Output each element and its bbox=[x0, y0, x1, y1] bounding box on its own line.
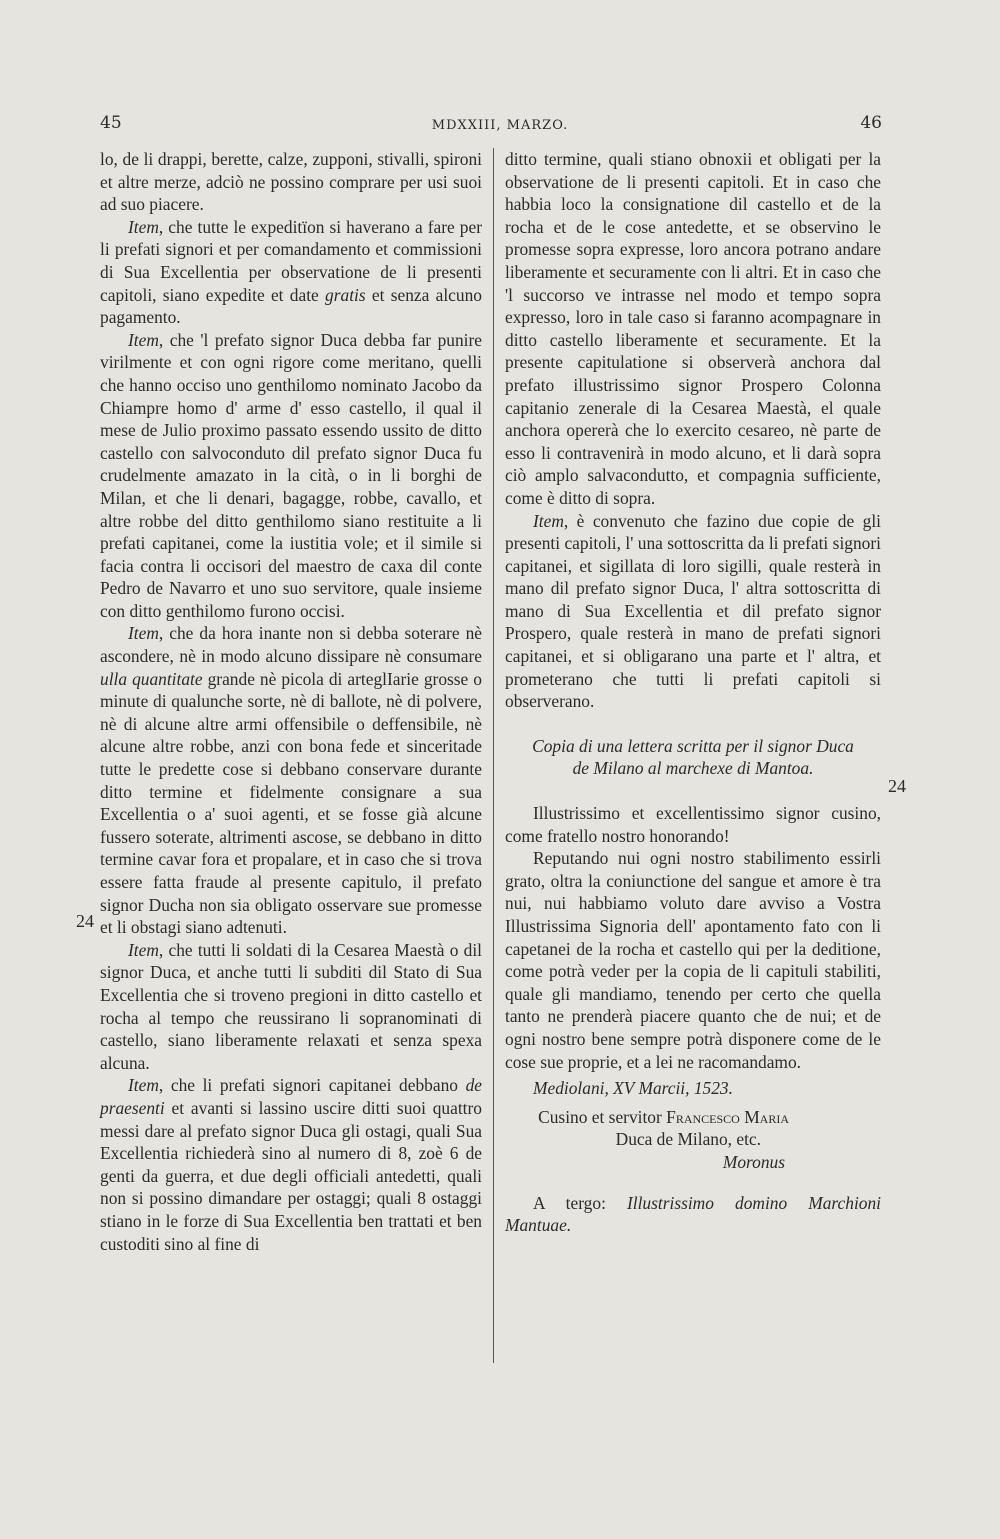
letter-body: Reputando nui ogni nostro stabilimento essirli grato, oltra la coniunctione del sangue et amore è tra nui, nui habbiamo voluto dare avviso a Vostra Illustrissima Signoria dell' apontamento fato con li capetanei de la rocha et castello qui per la deditione, come potrà veder per la copia de li capituli stabiliti, quale gli mandiamo, tenendo per certo che quella tanto ne prenderà piacere quanto che de nui; et de ogni nostro bene sempre potrà disponere come de le cose sue proprie, et a lei ne racomandamo. bbox=[505, 848, 881, 1072]
paragraph bbox=[505, 510, 881, 713]
paragraph bbox=[100, 329, 482, 623]
margin-number-right: 24 bbox=[888, 776, 906, 796]
item-word: Item bbox=[128, 329, 159, 350]
signature-text: Cusino et servitor bbox=[538, 1106, 667, 1127]
paragraph bbox=[100, 216, 482, 329]
dateline: Mediolani, XV Marcii, 1523. bbox=[533, 1078, 733, 1099]
paragraph bbox=[100, 622, 482, 938]
paragraph: lo, de li drappi, berette, calze, zupponi, stivalli, spironi et altre merze, adciò ne possino comprare per usi suoi ad suo piacere. bbox=[100, 149, 482, 215]
salutation: Illustrissimo et excellentissimo signor cusino, come fratello nostro honorando! bbox=[505, 803, 881, 846]
paragraph-text: , è convenuto che fazino due copie de gli presenti capitoli, l' una sottoscritta da li prefati signori capitanei, et sigillata di loro sigilli, quale resterà in mano dil prefato signor Duca, l' altra sottoscritta di mano di Sua Excellentia et dil prefato signor Prospero, quale resterà in mano de prefati signori capitanei, et si obligarano una parte et l' altra, et prometerano che tutti li prefati capitoli si observerano. bbox=[505, 510, 881, 712]
signature-title: Duca de Milano, etc. bbox=[615, 1129, 761, 1150]
paragraph-text: , che da hora inante non si debba soterare nè ascondere, nè in modo alcuno dissipare nè consumare bbox=[100, 623, 482, 667]
signature-secretary: Moronus bbox=[722, 1151, 785, 1172]
letter-heading bbox=[505, 735, 881, 780]
paragraph-text: et avanti si lassino uscire ditti suoi quattro messi dare al prefato signor Duca gli ostagi, quali Sua Excellentia richiederà sino al numero di 8, zoè 6 de genti da guerra, et due degli officiali antedetti, quali non si possino dimandare per ostaggi; quali 8 ostaggi stiano in le forze di Sua Excellentia ben trattati et ben custoditi sino al fine di bbox=[100, 1097, 482, 1254]
page-number-left: 45 bbox=[100, 113, 122, 133]
page-number-right: 46 bbox=[860, 113, 882, 133]
signature-line bbox=[505, 1106, 881, 1129]
italic-term: gratis bbox=[325, 284, 366, 305]
paragraph-text: , che tutti li soldati di la Cesarea Maestà o dil signor Duca, et anche tutti li subditi dil Stato di Sua Excellentia che si troveno pregioni in ditto castello et rocha al tempo che reussirano li sopranominati di castello, siano liberamente relaxati et senza spexa alcuna. bbox=[100, 939, 482, 1073]
item-word: Item bbox=[533, 510, 564, 531]
heading-line: de Milano al marchexe di Mantoa. bbox=[572, 758, 814, 779]
italic-term: ulla quantitate bbox=[100, 668, 203, 689]
left-column bbox=[100, 148, 482, 1255]
running-title: MDXXIII, MARZO. bbox=[431, 118, 569, 133]
paragraph-text: , che 'l prefato signor Duca debba far punire virilmente et con ogni rigore come meritano, quelli che hanno occiso uno genthilomo nominato Jacobo da Chiampre homo d' arme d' esso castello, il qual il mese de Julio proximo passato essendo ussito de ditto castello con salvoconduto dil prefato signor Duca fu crudelmente amazato in la cità, o in li borghi de Milan, et che li denari, bagagge, robbe, cavallo, et altre robbe del ditto genthilomo siano restituite a li prefati capitanei, come la iustitia vole; et il simile si facia contra li occisori del maestro de caxa dil conte Pedro de Navarro et uno suo servitore, quale insieme con ditto genthilomo furono occisi. bbox=[100, 329, 482, 621]
right-column bbox=[505, 148, 881, 1237]
address-text: Illustrissimo domino Marchioni Mantuae. bbox=[505, 1192, 881, 1236]
paragraph-text: et senza alcuno pagamento. bbox=[100, 284, 482, 328]
item-word: Item bbox=[128, 1075, 159, 1096]
item-word: Item bbox=[128, 939, 159, 960]
paragraph bbox=[100, 939, 482, 1075]
margin-number-left: 24 bbox=[76, 911, 94, 931]
paragraph-text: , che tutte le expeditïon si haverano a fare per li prefati signori et per comandamento et commissioni di Sua Excellentia per observatione de li presenti capitoli, siano expedite et date bbox=[100, 216, 482, 305]
paragraph-text: grande nè picola di arteglIarie grosse o minute di qualunche sorte, nè di ballote, nè di polvere, nè di alcune altre armi offensibile o deffensibile, nè alcune altre robbe, anzi con bona fede et sinceritade tutte le predette cose si debbano conservare durante ditto termine et fidelmente consignare a sua Excellentia o a' suoi agenti, et se fosse già alcune fussero soterate, altrimenti ascose, se debbano in ditto termine cavar fora et propalare, et in caso che si trova essere fatta fraude al presente capitulo, il prefato signor Ducha non sia obligato osservare sue promesse et li obstagi siano adtenuti. bbox=[100, 668, 482, 938]
address-line bbox=[505, 1192, 881, 1237]
column-divider bbox=[493, 148, 494, 1363]
paragraph bbox=[100, 1074, 482, 1255]
item-word: Item bbox=[128, 623, 159, 644]
item-word: Item bbox=[128, 216, 159, 237]
heading-line: Copia di una lettera scritta per il signor Duca bbox=[532, 735, 854, 756]
address-label: A tergo: bbox=[533, 1192, 627, 1213]
paragraph-text: , che li prefati signori capitanei debbano bbox=[158, 1075, 466, 1096]
paragraph: ditto termine, quali stiano obnoxii et obligati per la observatione de li presenti capitoli. Et in caso che habbia loco la consignatione dil castello et de la rocha et de le cose antedette, et se observino le promesse sopra expresse, loro ancora potrano andare liberamente et securamente con li altri. Et in caso che 'l succorso ve intrasse nel modo et tempo sopra expresso, loro in tale caso si faranno acompagnare in ditto castello liberamente et securamente. Et la presente capitulatione si observerà anchora dal prefato illustrissimo signor Prospero Colonna capitanio zenerale di la Cesarea Maestà, el quale anchora opererà che lo exercito cesareo, nè parte de esso li contravenirà in modo alcuno, et li darà sopra ciò amplo salvacondutto, et compagnia sufficiente, come è ditto di sopra. bbox=[505, 149, 881, 508]
italic-term: de praesenti bbox=[100, 1075, 482, 1118]
signer-name: Francesco Maria bbox=[666, 1106, 789, 1127]
